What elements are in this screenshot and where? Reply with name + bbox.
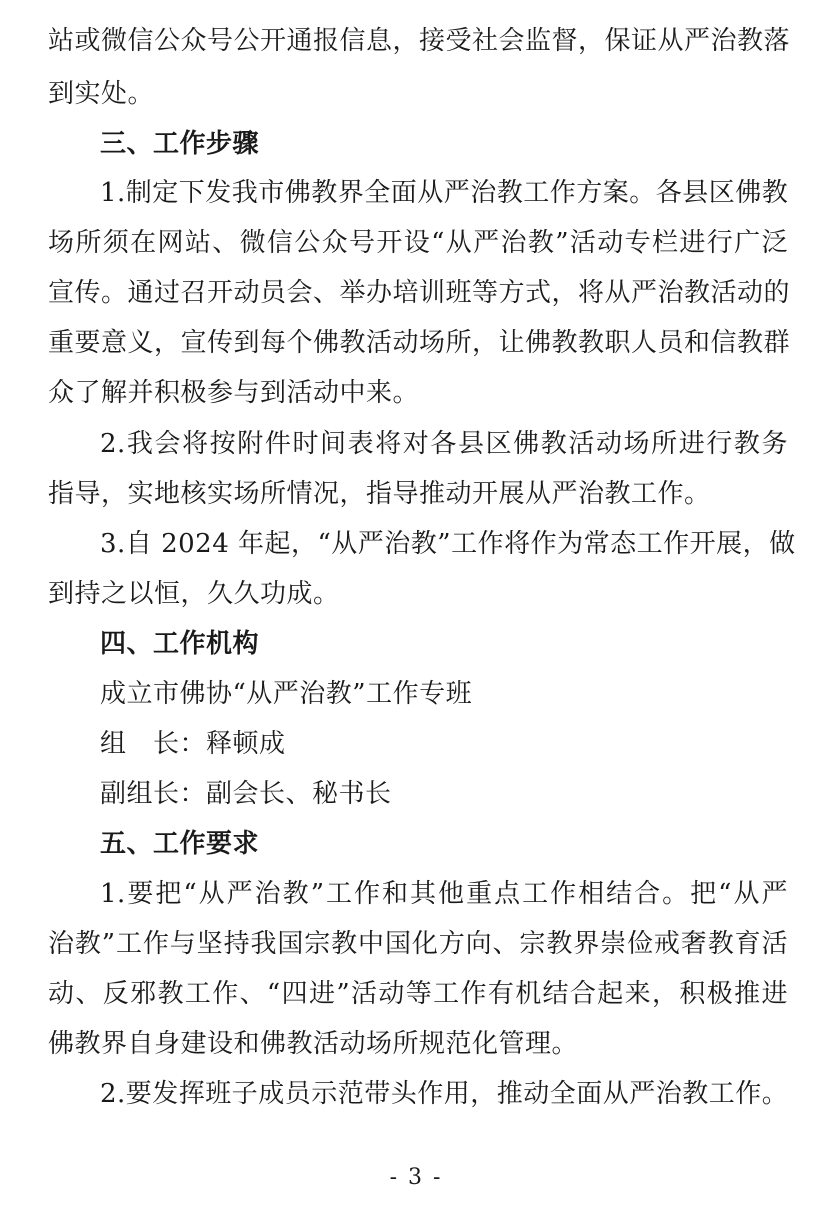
paragraph-line: 到实处。: [48, 79, 155, 109]
page-number: - 3 -: [389, 1165, 443, 1190]
paragraph-line: 到持之以恒，久久功成。: [48, 579, 340, 609]
paragraph-line: 3.自 2024 年起，“从严治教”工作将作为常态工作开展，做: [100, 529, 796, 559]
paragraph-line: 动、反邪教工作、“四进”活动等工作有机结合起来，积极推进: [48, 979, 788, 1009]
paragraph-line: 场所须在网站、微信公众号开设“从严治教”活动专栏进行广泛: [48, 228, 788, 258]
paragraph-line: 宣传。通过召开动员会、举办培训班等方式，将从严治教活动的: [48, 278, 791, 308]
paragraph-line: 2.要发挥班子成员示范带头作用，推动全面从严治教工作。: [100, 1079, 789, 1109]
paragraph-line: 佛教界自身建设和佛教活动场所规范化管理。: [48, 1029, 579, 1059]
paragraph-line: 众了解并积极参与到活动中来。: [48, 378, 420, 408]
paragraph-line: 副组长：副会长、秘书长: [100, 779, 392, 809]
section-heading: 四、工作机构: [100, 629, 260, 659]
section-heading: 三、工作步骤: [100, 129, 260, 159]
paragraph-line: 治教”工作与坚持我国宗教中国化方向、宗教界崇俭戒奢教育活: [48, 929, 788, 959]
paragraph-line: 指导，实地核实场所情况，指导推动开展从严治教工作。: [48, 479, 711, 509]
paragraph-line: 重要意义，宣传到每个佛教活动场所，让佛教教职人员和信教群: [48, 328, 791, 358]
paragraph-line: 1.制定下发我市佛教界全面从严治教工作方案。各县区佛教: [100, 178, 789, 208]
section-heading: 五、工作要求: [100, 829, 260, 859]
paragraph-line: 成立市佛协“从严治教”工作专班: [100, 679, 473, 709]
paragraph-line: 组 长：释顿成: [100, 729, 286, 759]
paragraph-line: 站或微信公众号公开通报信息，接受社会监督，保证从严治教落: [48, 26, 791, 56]
paragraph-line: 1.要把“从严治教”工作和其他重点工作相结合。把“从严: [100, 879, 788, 909]
paragraph-line: 2.我会将按附件时间表将对各县区佛教活动场所进行教务: [100, 429, 788, 459]
